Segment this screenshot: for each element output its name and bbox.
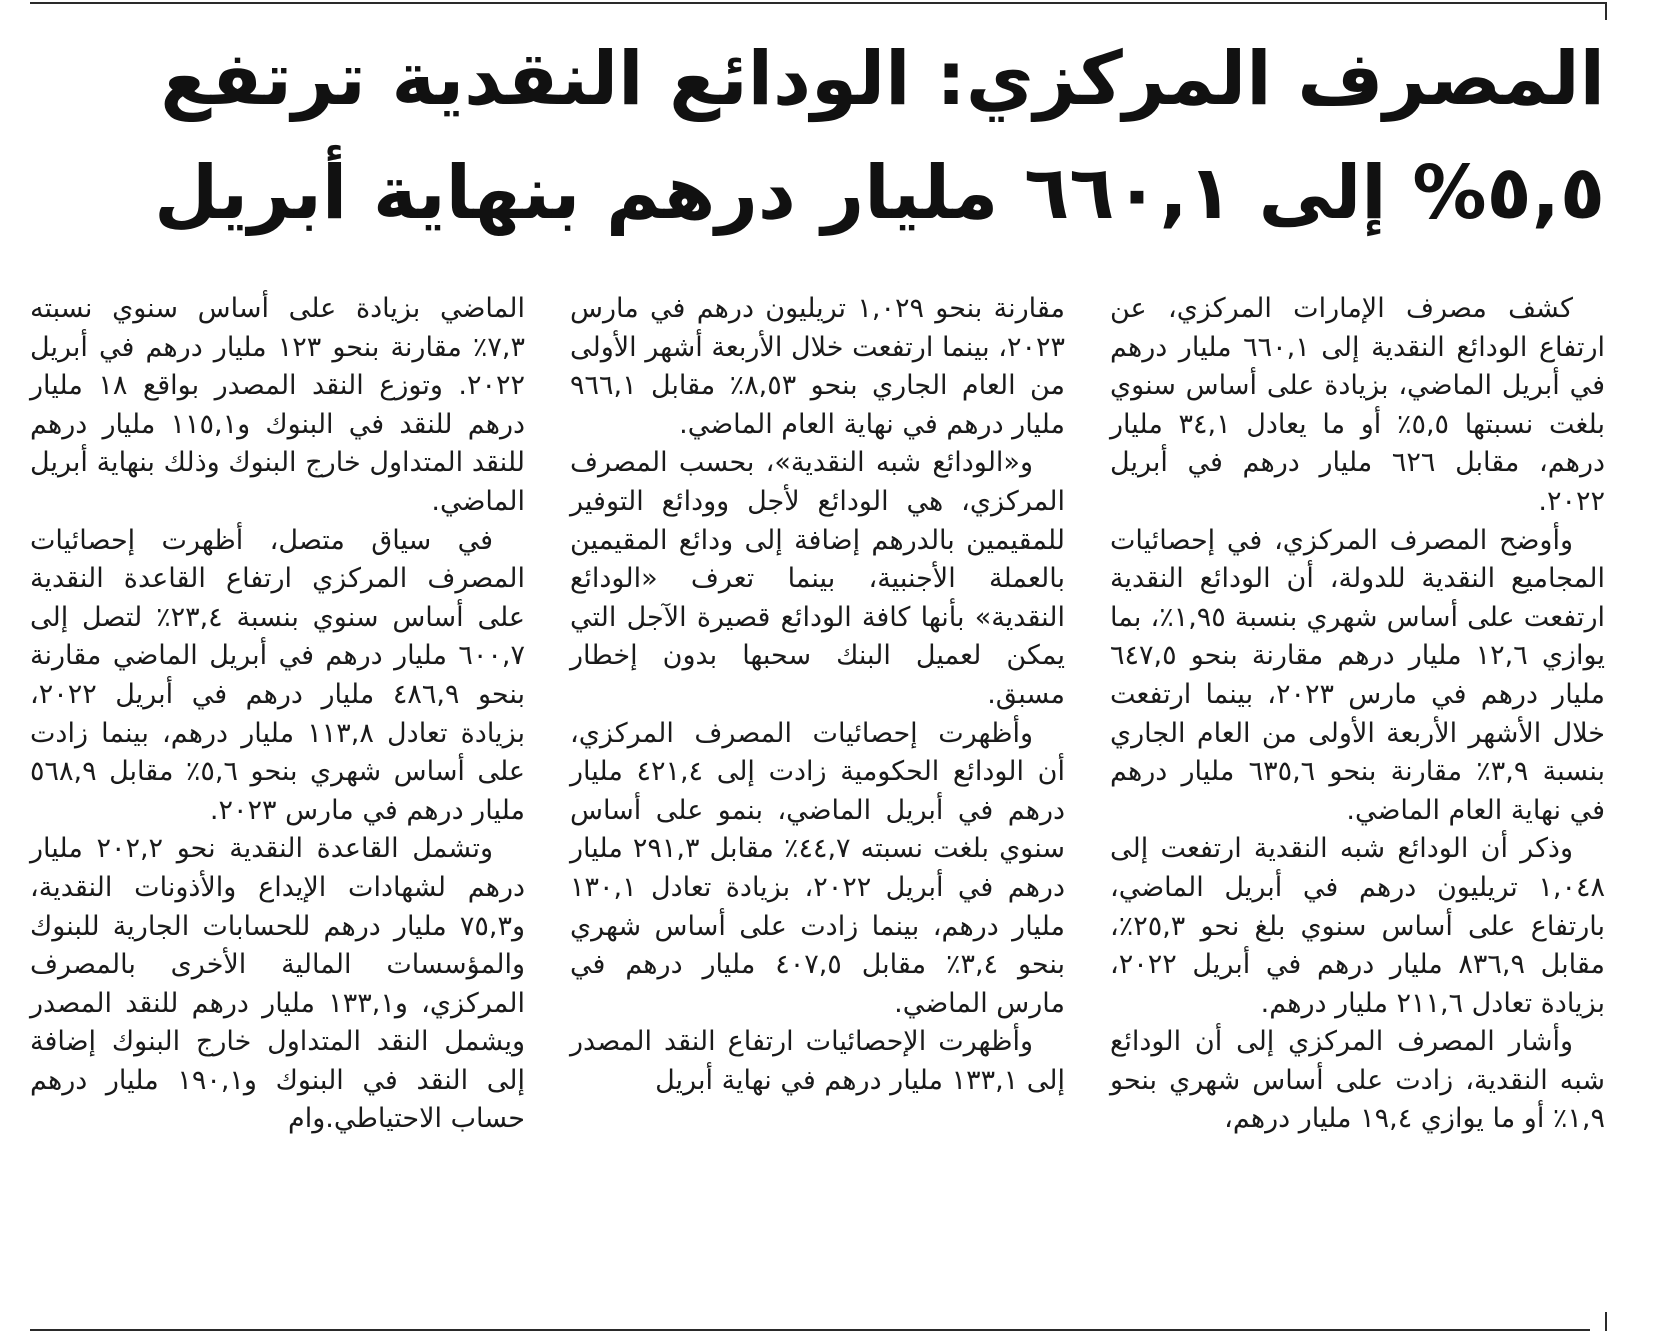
article-column-1 <box>1110 290 1605 1139</box>
bottom-rule <box>30 1329 1590 1331</box>
article-paragraph: وذكر أن الودائع شبه النقدية ارتفعت إلى ١,٠٤٨ تريليون درهم في أبريل الماضي، بارتفاع على أساس سنوي بلغ نحو ٢٥,٣٪، مقابل ٨٣٦,٩ مليار درهم في أبريل ٢٠٢٢، بزيادة تعادل ٢١١,٦ مليار درهم. <box>1110 833 1605 1019</box>
article-paragraph: وأظهرت الإحصائيات ارتفاع النقد المصدر إلى ١٣٣,١ مليار درهم في نهاية أبريل <box>570 1026 1065 1096</box>
bottom-rule-tick <box>1605 1312 1607 1331</box>
article-paragraph: كشف مصرف الإمارات المركزي، عن ارتفاع الودائع النقدية إلى ٦٦٠,١ مليار درهم في أبريل الماضي، بزيادة على أساس سنوي بلغت نسبتها ٥,٥٪ أو ما يعادل ٣٤,١ مليار درهم، مقابل ٦٢٦ مليار درهم في أبريل ٢٠٢٢. <box>1110 293 1606 517</box>
article-paragraph: وأشار المصرف المركزي إلى أن الودائع شبه النقدية، زادت على أساس شهري بنحو ١,٩٪ أو ما يوازي ١٩,٤ مليار درهم، <box>1110 1026 1605 1135</box>
article-paragraph: وتشمل القاعدة النقدية نحو ٢٠٢,٢ مليار درهم لشهادات الإيداع والأذونات النقدية، و٧٥,٣ مليار درهم للحسابات الجارية للبنوك والمؤسسات المالية الأخرى بالمصرف المركزي، و١٣٣,١ مليار درهم للنقد المصدر ويشمل النقد المتداول خارج البنوك إضافة إلى النقد في البنوك و١٩٠,١ مليار درهم حساب الاحتياطي.وام <box>30 833 526 1135</box>
article-paragraph: وأظهرت إحصائيات المصرف المركزي، أن الودائع الحكومية زادت إلى ٤٢١,٤ مليار درهم في أبريل الماضي، بنمو على أساس سنوي بلغت نسبته ٤٤,٧٪ مقابل ٢٩١,٣ مليار درهم في أبريل ٢٠٢٢، بزيادة تعادل ١٣٠,١ مليار درهم، بينما زادت على أساس شهري بنحو ٣,٤٪ مقابل ٤٠٧,٥ مليار درهم في مارس الماضي. <box>570 717 1065 1019</box>
article-paragraph: في سياق متصل، أظهرت إحصائيات المصرف المركزي ارتفاع القاعدة النقدية على أساس سنوي بنسبة ٢٣,٤٪ لتصل إلى ٦٠٠,٧ مليار درهم في أبريل الماضي مقارنة بنحو ٤٨٦,٩ مليار درهم في أبريل ٢٠٢٢، بزيادة تعادل ١١٣,٨ مليار درهم، بينما زادت على أساس شهري بنحو ٥,٦٪ مقابل ٥٦٨,٩ مليار درهم في مارس ٢٠٢٣. <box>30 524 526 826</box>
article-paragraph: وأوضح المصرف المركزي، في إحصائيات المجاميع النقدية للدولة، أن الودائع النقدية ارتفعت على أساس شهري بنسبة ١,٩٥٪، بما يوازي ١٢,٦ مليار درهم مقارنة بنحو ٦٤٧,٥ مليار درهم في مارس ٢٠٢٣، بينما ارتفعت خلال الأشهر الأربعة الأولى من العام الجاري بنسبة ٣,٩٪ مقارنة بنحو ٦٣٥,٦ مليار درهم في نهاية العام الماضي. <box>1110 524 1606 826</box>
article-paragraph: الماضي بزيادة على أساس سنوي نسبته ٧,٣٪ مقارنة بنحو ١٢٣ مليار درهم في أبريل ٢٠٢٢. وتوزع النقد المصدر بواقع ١٨ مليار درهم للنقد في البنوك و١١٥,١ مليار درهم للنقد المتداول خارج البنوك وذلك بنهاية أبريل الماضي. <box>30 293 526 517</box>
article-column-3 <box>30 290 525 1139</box>
article-column-2 <box>570 290 1065 1100</box>
article-paragraph: مقارنة بنحو ١,٠٢٩ تريليون درهم في مارس ٢٠٢٣، بينما ارتفعت خلال الأربعة أشهر الأولى من العام الجاري بنحو ٨,٥٣٪ مقابل ٩٦٦,١ مليار درهم في نهاية العام الماضي. <box>570 293 1065 440</box>
article-headline: المصرف المركزي: الودائع النقدية ترتفع ٥,٥% إلى ٦٦٠,١ مليار درهم بنهاية أبريل <box>154 36 1605 236</box>
article-paragraph: و«الودائع شبه النقدية»، بحسب المصرف المركزي، هي الودائع لأجل وودائع التوفير للمقيمين بالدرهم إضافة إلى ودائع المقيمين بالعملة الأجنبية، بينما تعرف «الودائع النقدية» بأنها كافة الودائع قصيرة الآجل التي يمكن لعميل البنك سحبها بدون إخطار مسبق. <box>570 447 1065 710</box>
top-rule <box>30 2 1607 4</box>
article-body <box>30 290 1605 1310</box>
top-rule-tick <box>1605 2 1607 20</box>
